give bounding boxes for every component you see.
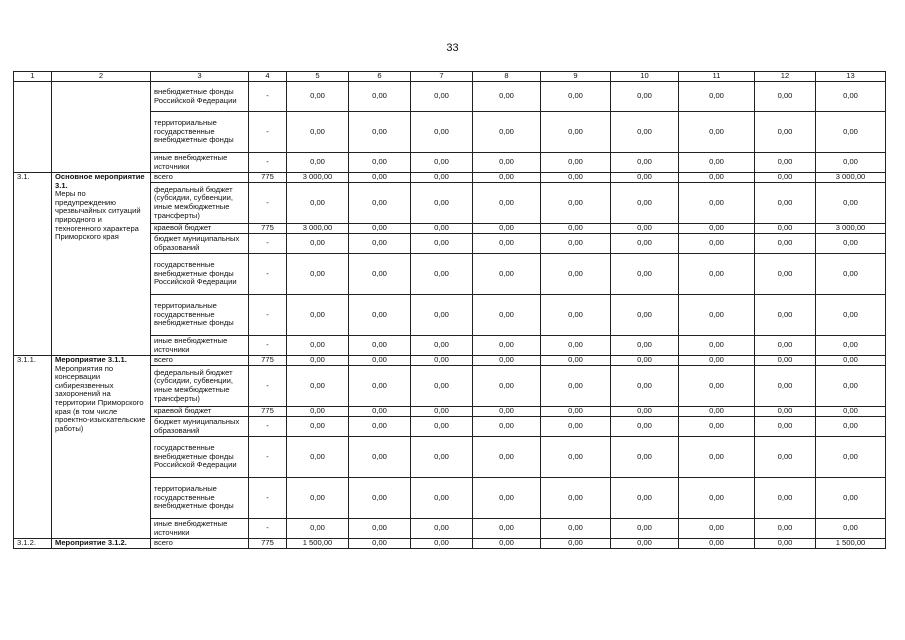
amount-cell: 0,00 [349, 173, 411, 183]
amount-cell: 0,00 [755, 478, 816, 519]
ministry-code-cell: - [249, 336, 287, 356]
amount-cell: 0,00 [287, 234, 349, 254]
amount-cell: 0,00 [411, 254, 473, 295]
amount-cell: 0,00 [541, 254, 611, 295]
amount-cell: 0,00 [611, 336, 679, 356]
amount-cell: 0,00 [287, 407, 349, 417]
amount-cell: 0,00 [473, 254, 541, 295]
amount-cell: 0,00 [679, 254, 755, 295]
amount-cell: 0,00 [611, 366, 679, 407]
amount-cell: 0,00 [287, 366, 349, 407]
funding-source-cell: федеральный бюджет (субсидии, субвенции, иные межбюджетные трансферты) [151, 183, 249, 224]
amount-cell: 0,00 [411, 519, 473, 539]
amount-cell: 0,00 [755, 224, 816, 234]
amount-cell: 0,00 [349, 417, 411, 437]
funding-source-cell: краевой бюджет [151, 224, 249, 234]
amount-cell: 0,00 [611, 295, 679, 336]
funding-source-cell: бюджет муниципальных образований [151, 234, 249, 254]
amount-cell: 0,00 [679, 183, 755, 224]
amount-cell: 0,00 [411, 234, 473, 254]
section-title: Основное мероприятие 3.1. [55, 172, 145, 190]
funding-source-cell: всего [151, 539, 249, 549]
amount-cell: 0,00 [411, 356, 473, 366]
ministry-code-cell: 775 [249, 356, 287, 366]
amount-cell: 0,00 [473, 539, 541, 549]
amount-cell: 0,00 [411, 82, 473, 112]
column-header: 7 [411, 72, 473, 82]
section-subtitle: Мероприятия по консервации сибиреязвенных захоронений на территории Приморского края (в том числе проектно-изыскательские работы) [55, 363, 146, 433]
amount-cell: 0,00 [473, 478, 541, 519]
amount-cell: 0,00 [473, 234, 541, 254]
amount-cell: 0,00 [411, 417, 473, 437]
amount-cell: 0,00 [755, 539, 816, 549]
amount-cell: 0,00 [541, 153, 611, 173]
funding-source-cell: территориальные государственные внебюджетные фонды [151, 112, 249, 153]
funding-source-cell: государственные внебюджетные фонды Российской Федерации [151, 437, 249, 478]
amount-cell: 0,00 [349, 356, 411, 366]
funding-source-cell: территориальные государственные внебюджетные фонды [151, 478, 249, 519]
budget-table [13, 71, 886, 549]
amount-cell: 0,00 [541, 173, 611, 183]
amount-cell: 0,00 [349, 254, 411, 295]
amount-cell: 0,00 [411, 539, 473, 549]
ministry-code-cell: 775 [249, 224, 287, 234]
amount-cell: 0,00 [287, 254, 349, 295]
amount-cell: 0,00 [411, 224, 473, 234]
amount-cell: 0,00 [679, 234, 755, 254]
amount-cell: 0,00 [679, 295, 755, 336]
amount-cell: 0,00 [679, 224, 755, 234]
amount-cell: 0,00 [541, 295, 611, 336]
amount-cell: 0,00 [679, 173, 755, 183]
table-row [14, 539, 886, 549]
section-number: 3.1.2. [14, 539, 52, 549]
section-name-cell [52, 173, 151, 356]
amount-cell: 0,00 [755, 295, 816, 336]
amount-cell: 0,00 [755, 336, 816, 356]
amount-cell: 0,00 [473, 366, 541, 407]
amount-cell: 1 500,00 [287, 539, 349, 549]
amount-cell: 0,00 [679, 539, 755, 549]
amount-cell: 0,00 [611, 437, 679, 478]
amount-cell: 0,00 [349, 82, 411, 112]
amount-cell: 0,00 [541, 407, 611, 417]
amount-cell: 0,00 [816, 153, 886, 173]
amount-cell: 0,00 [541, 82, 611, 112]
amount-cell: 0,00 [679, 519, 755, 539]
column-header: 12 [755, 72, 816, 82]
amount-cell: 0,00 [541, 478, 611, 519]
amount-cell: 0,00 [541, 234, 611, 254]
amount-cell: 0,00 [755, 153, 816, 173]
table-row [14, 173, 886, 183]
amount-cell: 0,00 [541, 417, 611, 437]
amount-cell: 0,00 [755, 234, 816, 254]
column-header: 3 [151, 72, 249, 82]
amount-cell: 0,00 [755, 173, 816, 183]
amount-cell: 0,00 [411, 407, 473, 417]
funding-source-cell: иные внебюджетные источники [151, 519, 249, 539]
amount-cell: 3 000,00 [816, 224, 886, 234]
amount-cell: 0,00 [287, 153, 349, 173]
amount-cell: 0,00 [287, 183, 349, 224]
amount-cell: 0,00 [816, 519, 886, 539]
amount-cell: 0,00 [541, 183, 611, 224]
amount-cell: 0,00 [755, 112, 816, 153]
amount-cell: 0,00 [349, 153, 411, 173]
column-header: 6 [349, 72, 411, 82]
ministry-code-cell: - [249, 437, 287, 478]
amount-cell: 0,00 [541, 356, 611, 366]
section-name-cell [52, 356, 151, 539]
amount-cell: 0,00 [679, 417, 755, 437]
column-header: 2 [52, 72, 151, 82]
ministry-code-cell: - [249, 519, 287, 539]
amount-cell: 0,00 [411, 366, 473, 407]
ministry-code-cell: - [249, 183, 287, 224]
column-header: 10 [611, 72, 679, 82]
amount-cell: 0,00 [611, 417, 679, 437]
amount-cell: 0,00 [816, 82, 886, 112]
amount-cell: 0,00 [541, 366, 611, 407]
amount-cell: 0,00 [611, 112, 679, 153]
amount-cell: 0,00 [349, 112, 411, 153]
amount-cell: 0,00 [755, 82, 816, 112]
amount-cell: 0,00 [411, 173, 473, 183]
funding-source-cell: территориальные государственные внебюджетные фонды [151, 295, 249, 336]
ministry-code-cell: - [249, 153, 287, 173]
amount-cell: 0,00 [349, 366, 411, 407]
amount-cell: 0,00 [473, 519, 541, 539]
amount-cell: 0,00 [611, 254, 679, 295]
amount-cell: 0,00 [755, 366, 816, 407]
amount-cell: 0,00 [611, 539, 679, 549]
amount-cell: 0,00 [473, 153, 541, 173]
funding-source-cell: краевой бюджет [151, 407, 249, 417]
amount-cell: 0,00 [287, 336, 349, 356]
amount-cell: 0,00 [679, 366, 755, 407]
amount-cell: 0,00 [349, 407, 411, 417]
amount-cell: 0,00 [611, 407, 679, 417]
amount-cell: 0,00 [473, 336, 541, 356]
amount-cell: 0,00 [349, 234, 411, 254]
funding-source-cell: всего [151, 173, 249, 183]
amount-cell: 0,00 [755, 254, 816, 295]
amount-cell: 0,00 [816, 336, 886, 356]
amount-cell: 0,00 [473, 183, 541, 224]
amount-cell: 0,00 [611, 82, 679, 112]
amount-cell: 0,00 [679, 336, 755, 356]
table-row [14, 356, 886, 366]
amount-cell: 0,00 [473, 112, 541, 153]
amount-cell: 0,00 [816, 295, 886, 336]
amount-cell: 0,00 [755, 437, 816, 478]
amount-cell: 0,00 [816, 366, 886, 407]
amount-cell: 0,00 [816, 234, 886, 254]
ministry-code-cell: 775 [249, 539, 287, 549]
column-header: 13 [816, 72, 886, 82]
funding-source-cell: иные внебюджетные источники [151, 153, 249, 173]
amount-cell: 0,00 [411, 478, 473, 519]
ministry-code-cell: - [249, 82, 287, 112]
amount-cell: 3 000,00 [816, 173, 886, 183]
ministry-code-cell: - [249, 366, 287, 407]
amount-cell: 0,00 [411, 336, 473, 356]
amount-cell: 0,00 [473, 82, 541, 112]
column-header: 5 [287, 72, 349, 82]
code-cell-empty [14, 82, 52, 173]
section-number: 3.1. [14, 173, 52, 356]
amount-cell: 0,00 [816, 437, 886, 478]
ministry-code-cell: - [249, 417, 287, 437]
amount-cell: 0,00 [679, 478, 755, 519]
amount-cell: 0,00 [679, 437, 755, 478]
amount-cell: 0,00 [816, 478, 886, 519]
column-header: 9 [541, 72, 611, 82]
amount-cell: 0,00 [287, 295, 349, 336]
ministry-code-cell: 775 [249, 407, 287, 417]
name-cell-empty [52, 82, 151, 173]
amount-cell: 0,00 [679, 153, 755, 173]
amount-cell: 0,00 [541, 437, 611, 478]
amount-cell: 3 000,00 [287, 224, 349, 234]
amount-cell: 0,00 [611, 183, 679, 224]
amount-cell: 0,00 [611, 234, 679, 254]
ministry-code-cell: - [249, 112, 287, 153]
funding-source-cell: бюджет муниципальных образований [151, 417, 249, 437]
page-number: 33 [446, 42, 459, 54]
column-header: 11 [679, 72, 755, 82]
amount-cell: 0,00 [816, 417, 886, 437]
amount-cell: 0,00 [679, 356, 755, 366]
amount-cell: 0,00 [287, 417, 349, 437]
amount-cell: 0,00 [679, 112, 755, 153]
amount-cell: 1 500,00 [816, 539, 886, 549]
section-subtitle: Меры по предупреждению чрезвычайных ситуаций природного и техногенного характера Приморского края [55, 189, 141, 242]
funding-source-cell: иные внебюджетные источники [151, 336, 249, 356]
amount-cell: 0,00 [473, 224, 541, 234]
amount-cell: 0,00 [816, 112, 886, 153]
amount-cell: 0,00 [816, 183, 886, 224]
column-header: 1 [14, 72, 52, 82]
amount-cell: 0,00 [349, 478, 411, 519]
amount-cell: 0,00 [679, 407, 755, 417]
amount-cell: 0,00 [816, 407, 886, 417]
funding-source-cell: всего [151, 356, 249, 366]
amount-cell: 0,00 [287, 478, 349, 519]
amount-cell: 0,00 [411, 295, 473, 336]
funding-source-cell: внебюджетные фонды Российской Федерации [151, 82, 249, 112]
amount-cell: 0,00 [611, 478, 679, 519]
amount-cell: 0,00 [411, 153, 473, 173]
amount-cell: 0,00 [287, 437, 349, 478]
amount-cell: 0,00 [816, 254, 886, 295]
amount-cell: 0,00 [611, 173, 679, 183]
amount-cell: 0,00 [541, 539, 611, 549]
amount-cell: 0,00 [755, 417, 816, 437]
amount-cell: 0,00 [349, 295, 411, 336]
amount-cell: 0,00 [349, 336, 411, 356]
amount-cell: 0,00 [411, 183, 473, 224]
amount-cell: 0,00 [411, 112, 473, 153]
amount-cell: 0,00 [611, 224, 679, 234]
amount-cell: 0,00 [287, 82, 349, 112]
section-name-cell [52, 539, 151, 549]
ministry-code-cell: 775 [249, 173, 287, 183]
amount-cell: 0,00 [755, 407, 816, 417]
amount-cell: 0,00 [411, 437, 473, 478]
ministry-code-cell: - [249, 295, 287, 336]
amount-cell: 0,00 [349, 519, 411, 539]
amount-cell: 0,00 [349, 437, 411, 478]
amount-cell: 0,00 [349, 183, 411, 224]
ministry-code-cell: - [249, 234, 287, 254]
table-row [14, 82, 886, 112]
amount-cell: 0,00 [611, 153, 679, 173]
section-title: Мероприятие 3.1.2. [55, 538, 127, 547]
amount-cell: 0,00 [287, 356, 349, 366]
amount-cell: 0,00 [611, 519, 679, 539]
amount-cell: 0,00 [349, 224, 411, 234]
section-number: 3.1.1. [14, 356, 52, 539]
amount-cell: 0,00 [287, 519, 349, 539]
funding-source-cell: государственные внебюджетные фонды Российской Федерации [151, 254, 249, 295]
amount-cell: 0,00 [816, 356, 886, 366]
amount-cell: 0,00 [679, 82, 755, 112]
amount-cell: 0,00 [541, 112, 611, 153]
amount-cell: 0,00 [473, 356, 541, 366]
column-header: 8 [473, 72, 541, 82]
amount-cell: 0,00 [611, 356, 679, 366]
funding-source-cell: федеральный бюджет (субсидии, субвенции, иные межбюджетные трансферты) [151, 366, 249, 407]
ministry-code-cell: - [249, 254, 287, 295]
amount-cell: 0,00 [755, 183, 816, 224]
amount-cell: 3 000,00 [287, 173, 349, 183]
amount-cell: 0,00 [541, 224, 611, 234]
amount-cell: 0,00 [473, 295, 541, 336]
amount-cell: 0,00 [287, 112, 349, 153]
amount-cell: 0,00 [473, 173, 541, 183]
amount-cell: 0,00 [755, 356, 816, 366]
amount-cell: 0,00 [541, 336, 611, 356]
header-row [14, 72, 886, 82]
amount-cell: 0,00 [473, 417, 541, 437]
amount-cell: 0,00 [541, 519, 611, 539]
column-header: 4 [249, 72, 287, 82]
amount-cell: 0,00 [349, 539, 411, 549]
section-title: Мероприятие 3.1.1. [55, 355, 127, 364]
amount-cell: 0,00 [755, 519, 816, 539]
ministry-code-cell: - [249, 478, 287, 519]
amount-cell: 0,00 [473, 437, 541, 478]
amount-cell: 0,00 [473, 407, 541, 417]
